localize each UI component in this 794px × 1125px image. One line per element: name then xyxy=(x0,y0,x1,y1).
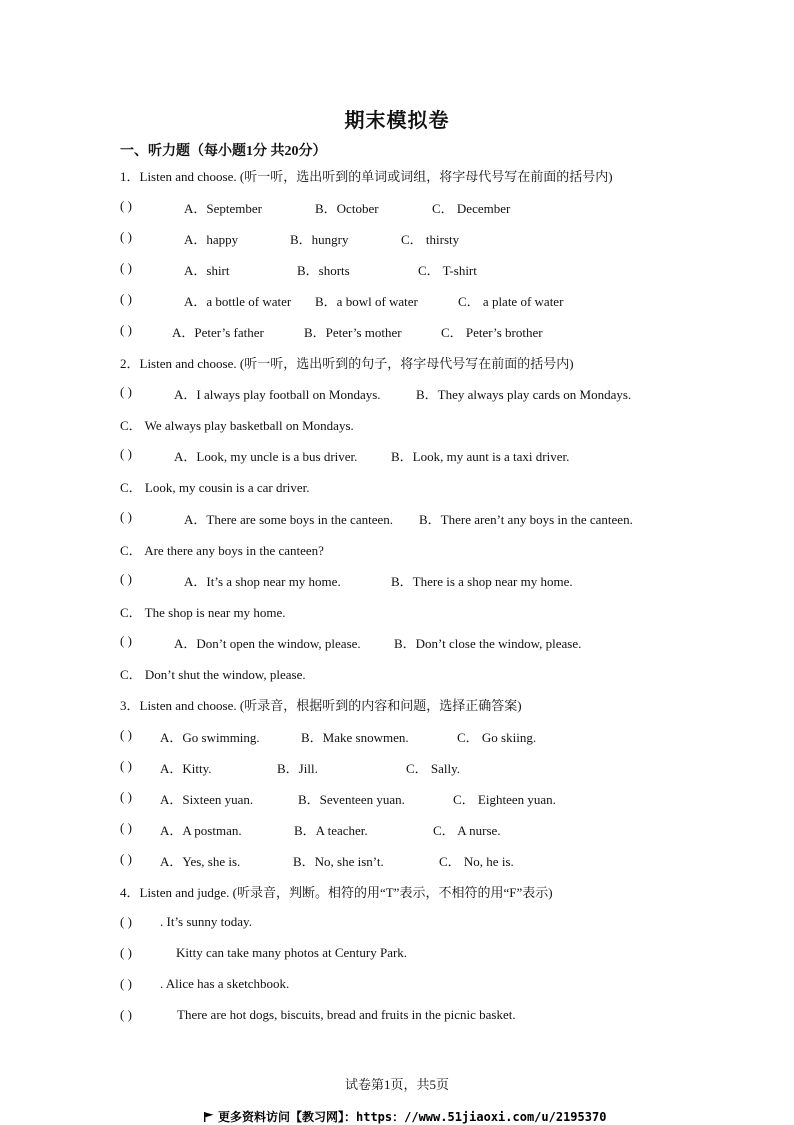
option-a: A．Kitty. xyxy=(160,761,212,776)
option-b: B．hungry xyxy=(290,232,349,247)
answer-paren[interactable]: ( ) xyxy=(120,945,132,960)
answer-paren[interactable]: ( ) xyxy=(120,291,132,306)
option-c: C． December xyxy=(432,201,511,216)
answer-paren[interactable]: ( ) xyxy=(120,229,132,244)
page-footer: 试卷第1页，共5页 xyxy=(344,1077,449,1092)
option-c: C． No, he is. xyxy=(439,854,514,869)
flag-icon xyxy=(204,1112,214,1122)
answer-paren[interactable]: ( ) xyxy=(120,198,132,213)
q2-heading: 2．Listen and choose. (听一听，选出听到的句子，将字母代号写在前面的括号内) xyxy=(120,356,574,371)
option-c: C． Peter’s brother xyxy=(441,325,543,340)
q2-item-3-option-c: C． Are there any boys in the canteen? xyxy=(120,543,324,558)
option-b: B．Seventeen yuan. xyxy=(298,792,405,807)
option-c: C． Eighteen yuan. xyxy=(453,792,556,807)
option-a: A．Go swimming. xyxy=(160,730,260,745)
option-a: A．a bottle of water xyxy=(184,294,292,309)
statement: There are hot dogs, biscuits, bread and fruits in the picnic basket. xyxy=(177,1007,516,1022)
option-a: A．It’s a shop near my home. xyxy=(184,574,341,589)
option-a: A．Look, my uncle is a bus driver. xyxy=(174,449,358,464)
answer-paren[interactable]: ( ) xyxy=(120,384,132,399)
option-b: B．There aren’t any boys in the canteen. xyxy=(419,512,633,527)
answer-paren[interactable]: ( ) xyxy=(120,571,132,586)
option-b: B．October xyxy=(315,201,379,216)
option-a: A．Peter’s father xyxy=(172,325,264,340)
answer-paren[interactable]: ( ) xyxy=(120,727,132,742)
option-b: B．A teacher. xyxy=(294,823,368,838)
answer-paren[interactable]: ( ) xyxy=(120,851,132,866)
option-a: A．Yes, she is. xyxy=(160,854,241,869)
q2-item-2-option-c: C． Look, my cousin is a car driver. xyxy=(120,480,310,495)
option-a: A．There are some boys in the canteen. xyxy=(184,512,394,527)
option-b: B．Look, my aunt is a taxi driver. xyxy=(391,449,570,464)
answer-paren[interactable]: ( ) xyxy=(120,446,132,461)
source-link-text[interactable]: 更多资料访问【教习网】：https：//www.51jiaoxi.com/u/2195370 xyxy=(218,1110,607,1124)
option-c: C． T-shirt xyxy=(418,263,477,278)
option-a: A．happy xyxy=(184,232,239,247)
option-c: C． a plate of water xyxy=(458,294,564,309)
option-b: B．shorts xyxy=(297,263,350,278)
option-b: B．Jill. xyxy=(277,761,318,776)
exam-title: 期末模拟卷 xyxy=(344,110,450,132)
option-b: B．They always play cards on Mondays. xyxy=(416,387,632,402)
option-b: B．Don’t close the window, please. xyxy=(394,636,582,651)
q1-heading: 1．Listen and choose. (听一听，选出听到的单词或词组，将字母代号写在前面的括号内) xyxy=(120,169,613,184)
answer-paren[interactable]: ( ) xyxy=(120,914,132,929)
option-a: A．A postman. xyxy=(160,823,242,838)
statement: Kitty can take many photos at Century Park. xyxy=(176,945,408,960)
option-a: A．Don’t open the window, please. xyxy=(174,636,361,651)
q2-item-5-option-c: C． Don’t shut the window, please. xyxy=(120,667,306,682)
answer-paren[interactable]: ( ) xyxy=(120,1007,132,1022)
answer-paren[interactable]: ( ) xyxy=(120,322,132,337)
q2-item-1-option-c: C． We always play basketball on Mondays. xyxy=(120,418,354,433)
option-c: C． thirsty xyxy=(401,232,460,247)
q2-item-4-option-c: C． The shop is near my home. xyxy=(120,605,286,620)
statement: . Alice has a sketchbook. xyxy=(160,976,290,991)
option-b: B．Make snowmen. xyxy=(301,730,409,745)
option-b: B．a bowl of water xyxy=(315,294,418,309)
option-c: C． A nurse. xyxy=(433,823,501,838)
option-a: A．Sixteen yuan. xyxy=(160,792,254,807)
option-a: A．shirt xyxy=(184,263,230,278)
statement: . It’s sunny today. xyxy=(160,914,252,929)
option-a: A．I always play football on Mondays. xyxy=(174,387,381,402)
answer-paren[interactable]: ( ) xyxy=(120,820,132,835)
q3-heading: 3．Listen and choose. (听录音，根据听到的内容和问题，选择正确答案) xyxy=(120,698,522,713)
option-a: A．September xyxy=(184,201,262,216)
option-b: B．There is a shop near my home. xyxy=(391,574,573,589)
answer-paren[interactable]: ( ) xyxy=(120,758,132,773)
option-c: C． Go skiing. xyxy=(457,730,537,745)
answer-paren[interactable]: ( ) xyxy=(120,633,132,648)
answer-paren[interactable]: ( ) xyxy=(120,509,132,524)
option-c: C． Sally. xyxy=(406,761,461,776)
source-link[interactable] xyxy=(204,1108,606,1125)
section-heading-listening: 一、听力题（每小题1分 共20分） xyxy=(120,144,327,159)
answer-paren[interactable]: ( ) xyxy=(120,976,132,991)
option-b: B．No, she isn’t. xyxy=(293,854,384,869)
answer-paren[interactable]: ( ) xyxy=(120,260,132,275)
q4-heading: 4．Listen and judge. (听录音，判断。相符的用“T”表示，不相符的用“F”表示) xyxy=(120,885,553,900)
option-b: B．Peter’s mother xyxy=(304,325,402,340)
answer-paren[interactable]: ( ) xyxy=(120,789,132,804)
